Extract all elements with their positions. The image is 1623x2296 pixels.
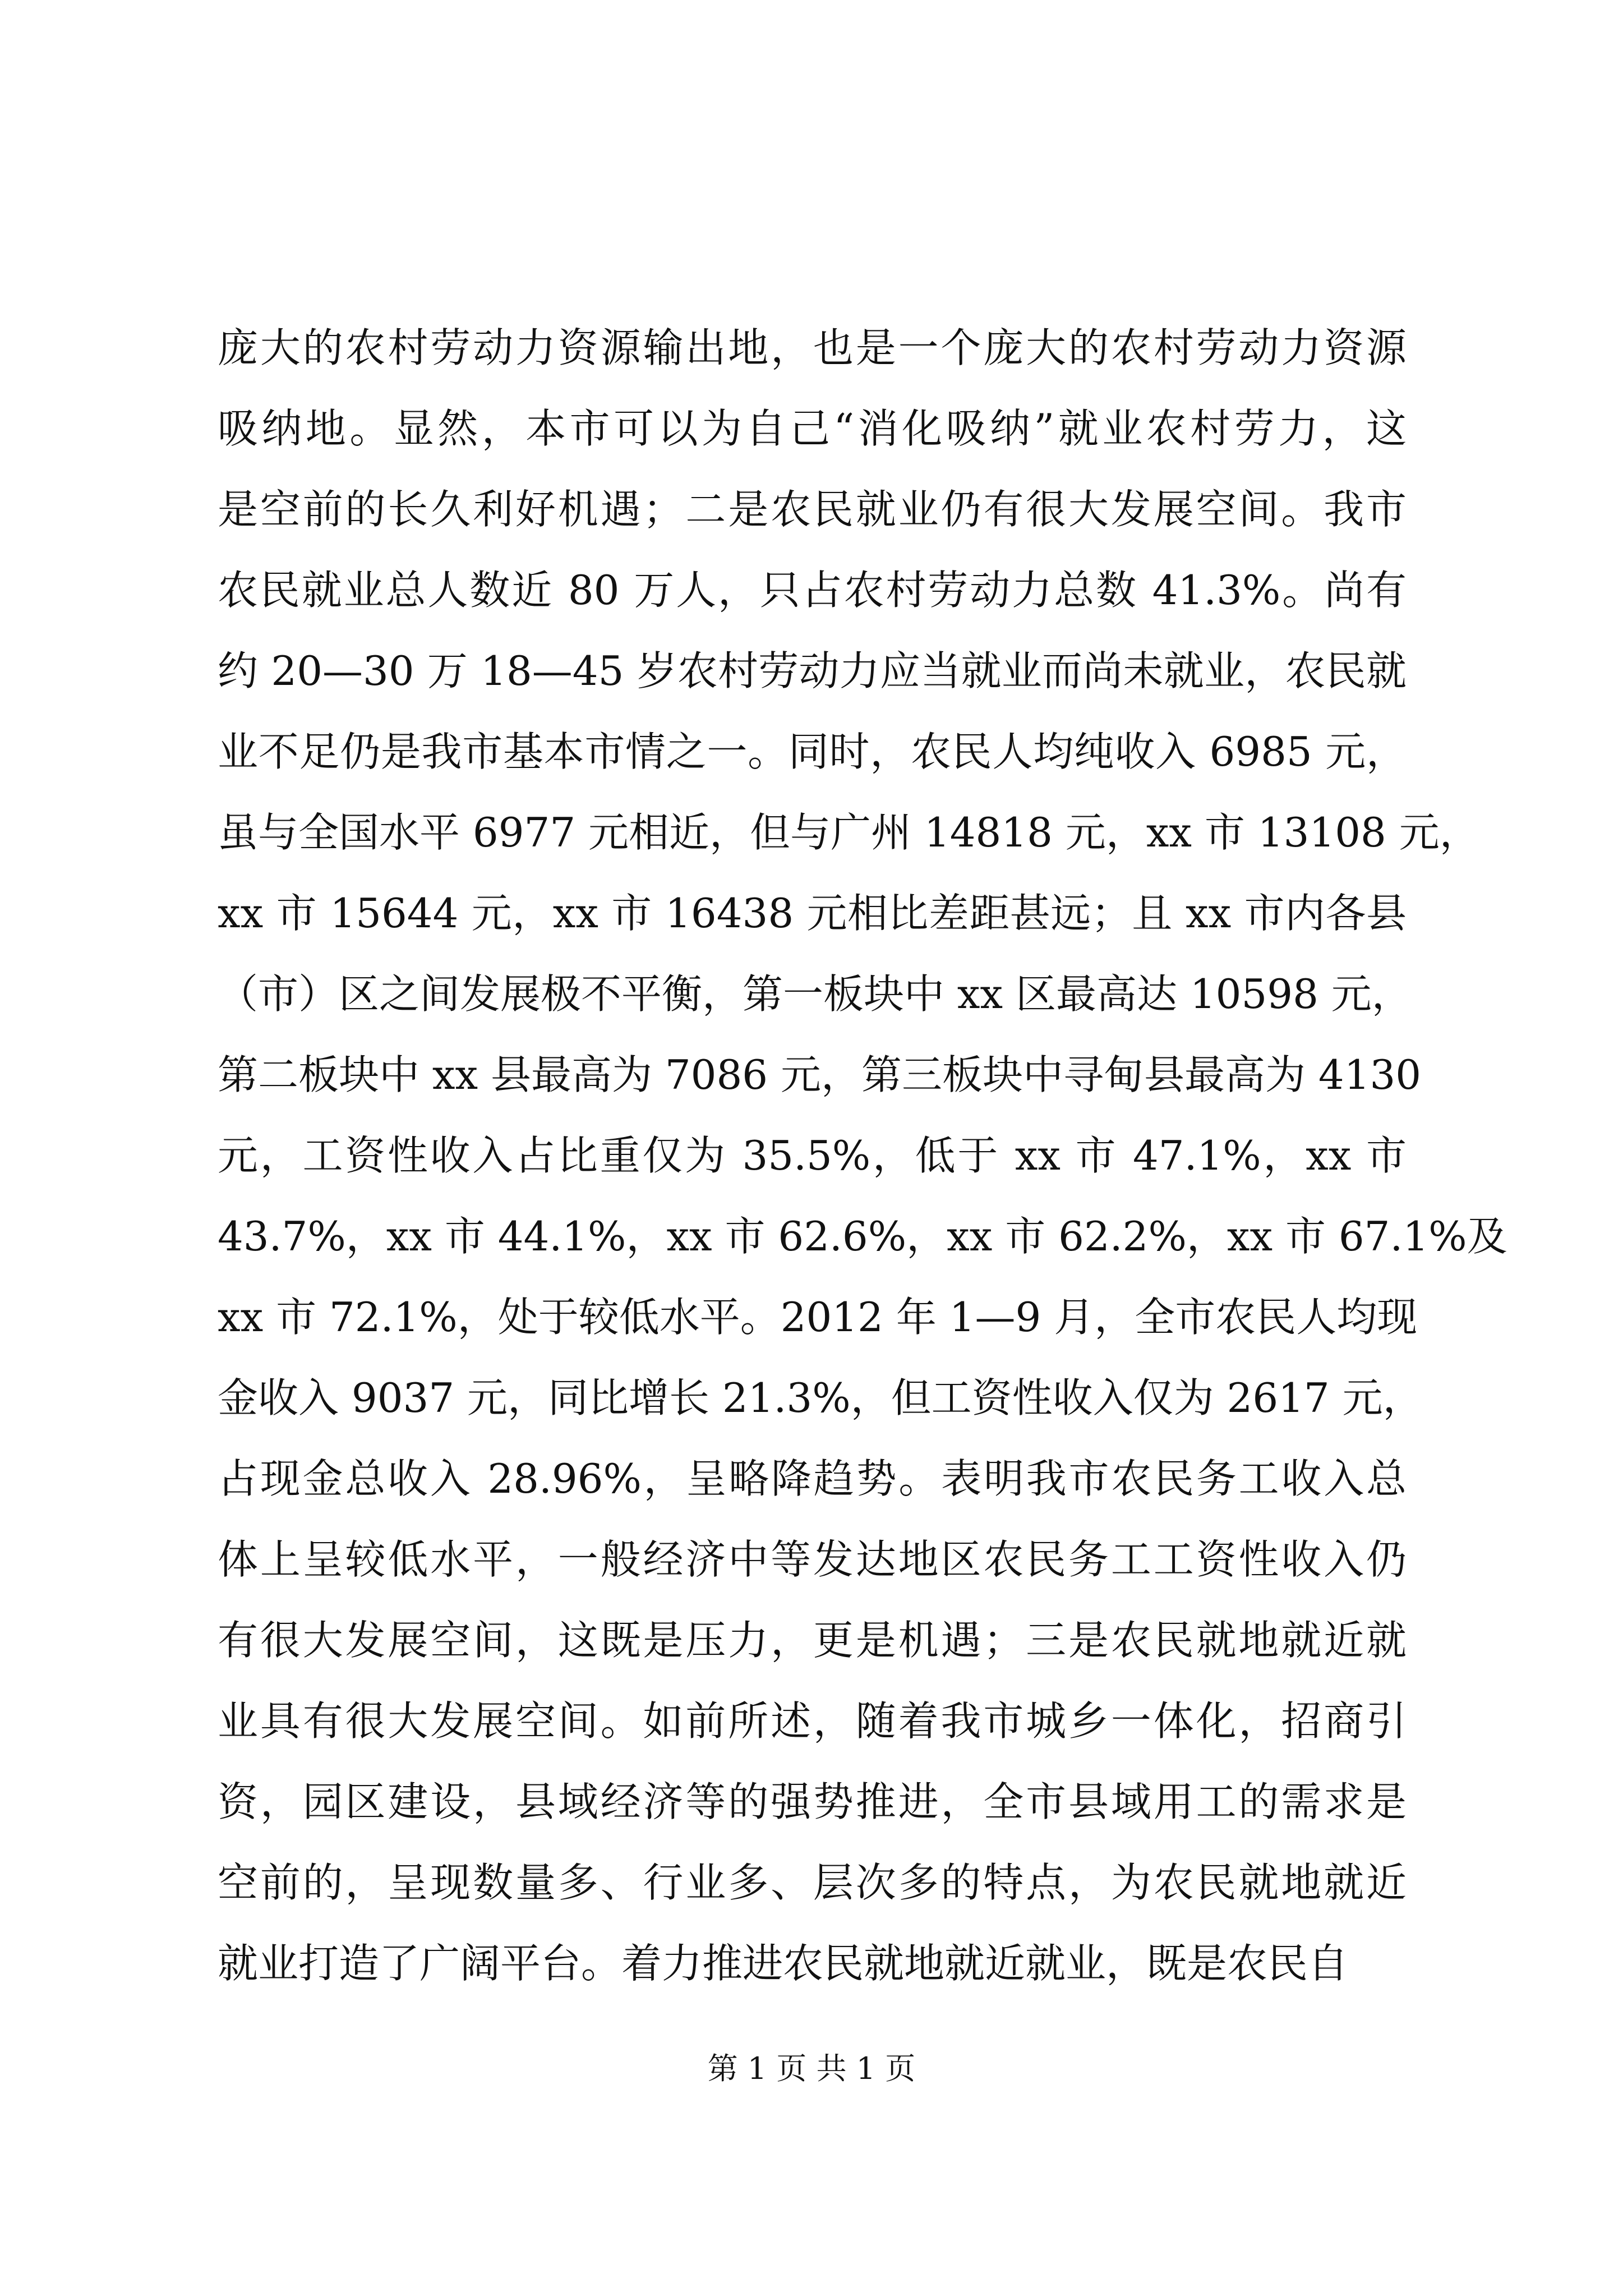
text-line: 有很大发展空间，这既是压力，更是机遇；三是农民就地就近就 — [218, 1617, 1407, 1664]
text-line: 约 20—30 万 18—45 岁农村劳动力应当就业而尚未就业，农民就 — [218, 647, 1407, 694]
text-line: 第二板块中 xx 县最高为 7086 元，第三板块中寻甸县最高为 4130 — [218, 1051, 1422, 1098]
text-line: 农民就业总人数近 80 万人，只占农村劳动力总数 41.3%。尚有 — [218, 567, 1407, 614]
text-line: 占现金总收入 28.96%，呈略降趋势。表明我市农民务工收入总 — [218, 1455, 1407, 1502]
text-line: xx 市 15644 元，xx 市 16438 元相比差距甚远；且 xx 市内各县 — [218, 890, 1407, 937]
text-line: xx 市 72.1%，处于较低水平。2012 年 1—9 月，全市农民人均现 — [218, 1294, 1418, 1341]
text-line: 业具有很大发展空间。如前所述，随着我市城乡一体化，招商引 — [218, 1697, 1407, 1745]
text-line: 体上呈较低水平，一般经济中等发达地区农民务工工资性收入仍 — [218, 1536, 1407, 1583]
text-line: 是空前的长久利好机遇；二是农民就业仍有很大发展空间。我市 — [218, 486, 1407, 533]
text-line: 元，工资性收入占比重仅为 35.5%，低于 xx 市 47.1%，xx 市 — [218, 1132, 1407, 1179]
page-footer — [0, 2046, 1623, 2091]
text-line: 庞大的农村劳动力资源输出地，也是一个庞大的农村劳动力资源 — [218, 324, 1407, 371]
text-line: 业不足仍是我市基本市情之一。同时，农民人均纯收入 6985 元， — [218, 728, 1407, 775]
text-line: 空前的，呈现数量多、行业多、层次多的特点，为农民就地就近 — [218, 1859, 1407, 1906]
text-line: 吸纳地。显然，本市可以为自己“消化吸纳”就业农村劳力，这 — [218, 405, 1407, 452]
text-line: 虽与全国水平 6977 元相近，但与广州 14818 元，xx 市 13108 元， — [218, 809, 1480, 856]
text-line: 金收入 9037 元，同比增长 21.3%，但工资性收入仅为 2617 元， — [218, 1374, 1423, 1421]
page-number-label: 第 1 页 共 1 页 — [707, 2051, 916, 2086]
text-line: （市）区之间发展极不平衡，第一板块中 xx 区最高达 10598 元， — [218, 970, 1412, 1018]
body-text — [218, 307, 1507, 2004]
text-line: 43.7%，xx 市 44.1%，xx 市 62.6%，xx 市 62.2%，xx 市 67.1%及 — [218, 1213, 1507, 1260]
text-line: 资，园区建设，县域经济等的强势推进，全市县域用工的需求是 — [218, 1778, 1407, 1825]
text-line: 就业打造了广阔平台。着力推进农民就地就近就业，既是农民自 — [218, 1940, 1349, 1987]
